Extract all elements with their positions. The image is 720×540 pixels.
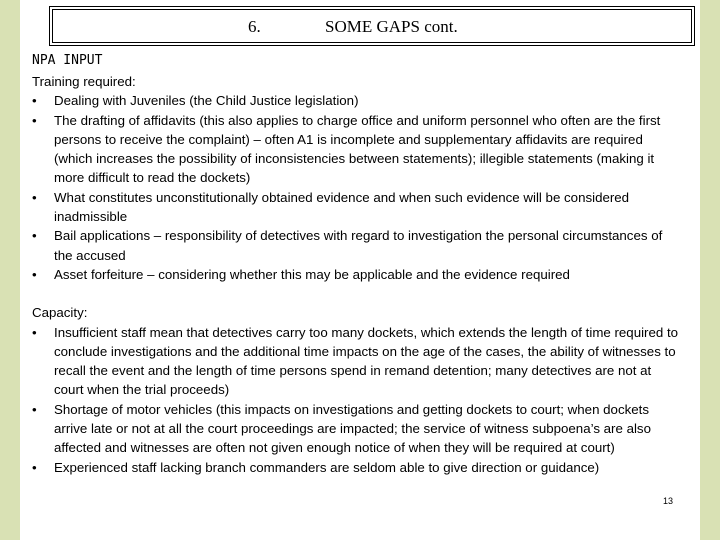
training-heading: Training required: xyxy=(32,74,136,89)
list-item-text: Shortage of motor vehicles (this impacts on investigations and getting dockets to court; when dockets arrive late or not at all the court proceedings are impacted; the service of witness subpoena’s are also affected and witnesses are often not given enough notice of when they will be required at court) xyxy=(54,401,651,456)
page-title: SOME GAPS cont. xyxy=(325,17,458,36)
bullet-icon: • xyxy=(32,228,37,244)
bullet-icon: • xyxy=(32,112,37,128)
bullet-icon: • xyxy=(32,189,37,205)
bullet-icon: • xyxy=(32,324,37,340)
list-item xyxy=(32,91,682,110)
title-box xyxy=(52,9,692,43)
list-item xyxy=(32,111,682,188)
section-label: NPA INPUT xyxy=(32,53,103,68)
bullet-icon: • xyxy=(32,266,37,282)
bullet-icon: • xyxy=(32,401,37,417)
list-item-text: Bail applications – responsibility of detectives with regard to investigation the personal circumstances of the accused xyxy=(54,228,663,263)
list-item-text: What constitutes unconstitutionally obtained evidence and when such evidence will be considered inadmissible xyxy=(54,189,630,225)
training-list xyxy=(32,91,682,284)
bullet-icon: • xyxy=(32,93,37,109)
list-item xyxy=(32,400,682,458)
list-item-text: Experienced staff lacking branch commanders are seldom able to give direction or guidance) xyxy=(54,459,600,475)
list-item xyxy=(32,226,682,265)
list-item-text: Asset forfeiture – considering whether this may be applicable and the evidence required xyxy=(54,266,570,282)
bullet-icon: • xyxy=(32,459,37,475)
capacity-heading: Capacity: xyxy=(32,305,88,321)
page-number: 13 xyxy=(663,496,674,506)
list-item xyxy=(32,188,682,227)
slide-content xyxy=(32,72,682,477)
title-number: 6. xyxy=(248,17,261,36)
list-item-text: The drafting of affidavits (this also applies to charge office and uniform personnel who often are the first persons to receive the complaint) – often A1 is incomplete and supplementary affidavits are required (which increases the possibility of inconsistencies between statements); illegible statements (making it more difficult to read the dockets) xyxy=(54,112,661,186)
list-item-text: Dealing with Juveniles (the Child Justice legislation) xyxy=(54,93,359,109)
list-item xyxy=(32,265,682,284)
list-item xyxy=(32,323,682,400)
capacity-list xyxy=(32,323,682,477)
list-item xyxy=(32,458,682,477)
section-spacer xyxy=(32,284,682,303)
list-item-text: Insufficient staff mean that detectives carry too many dockets, which extends the length of time required to conclude investigations and the additional time impacts on the age of the cases, the ability of witnesses to recall the event and the length of time persons spend in remand detention; many detectives are not at court when the trial proceeds) xyxy=(54,324,679,398)
